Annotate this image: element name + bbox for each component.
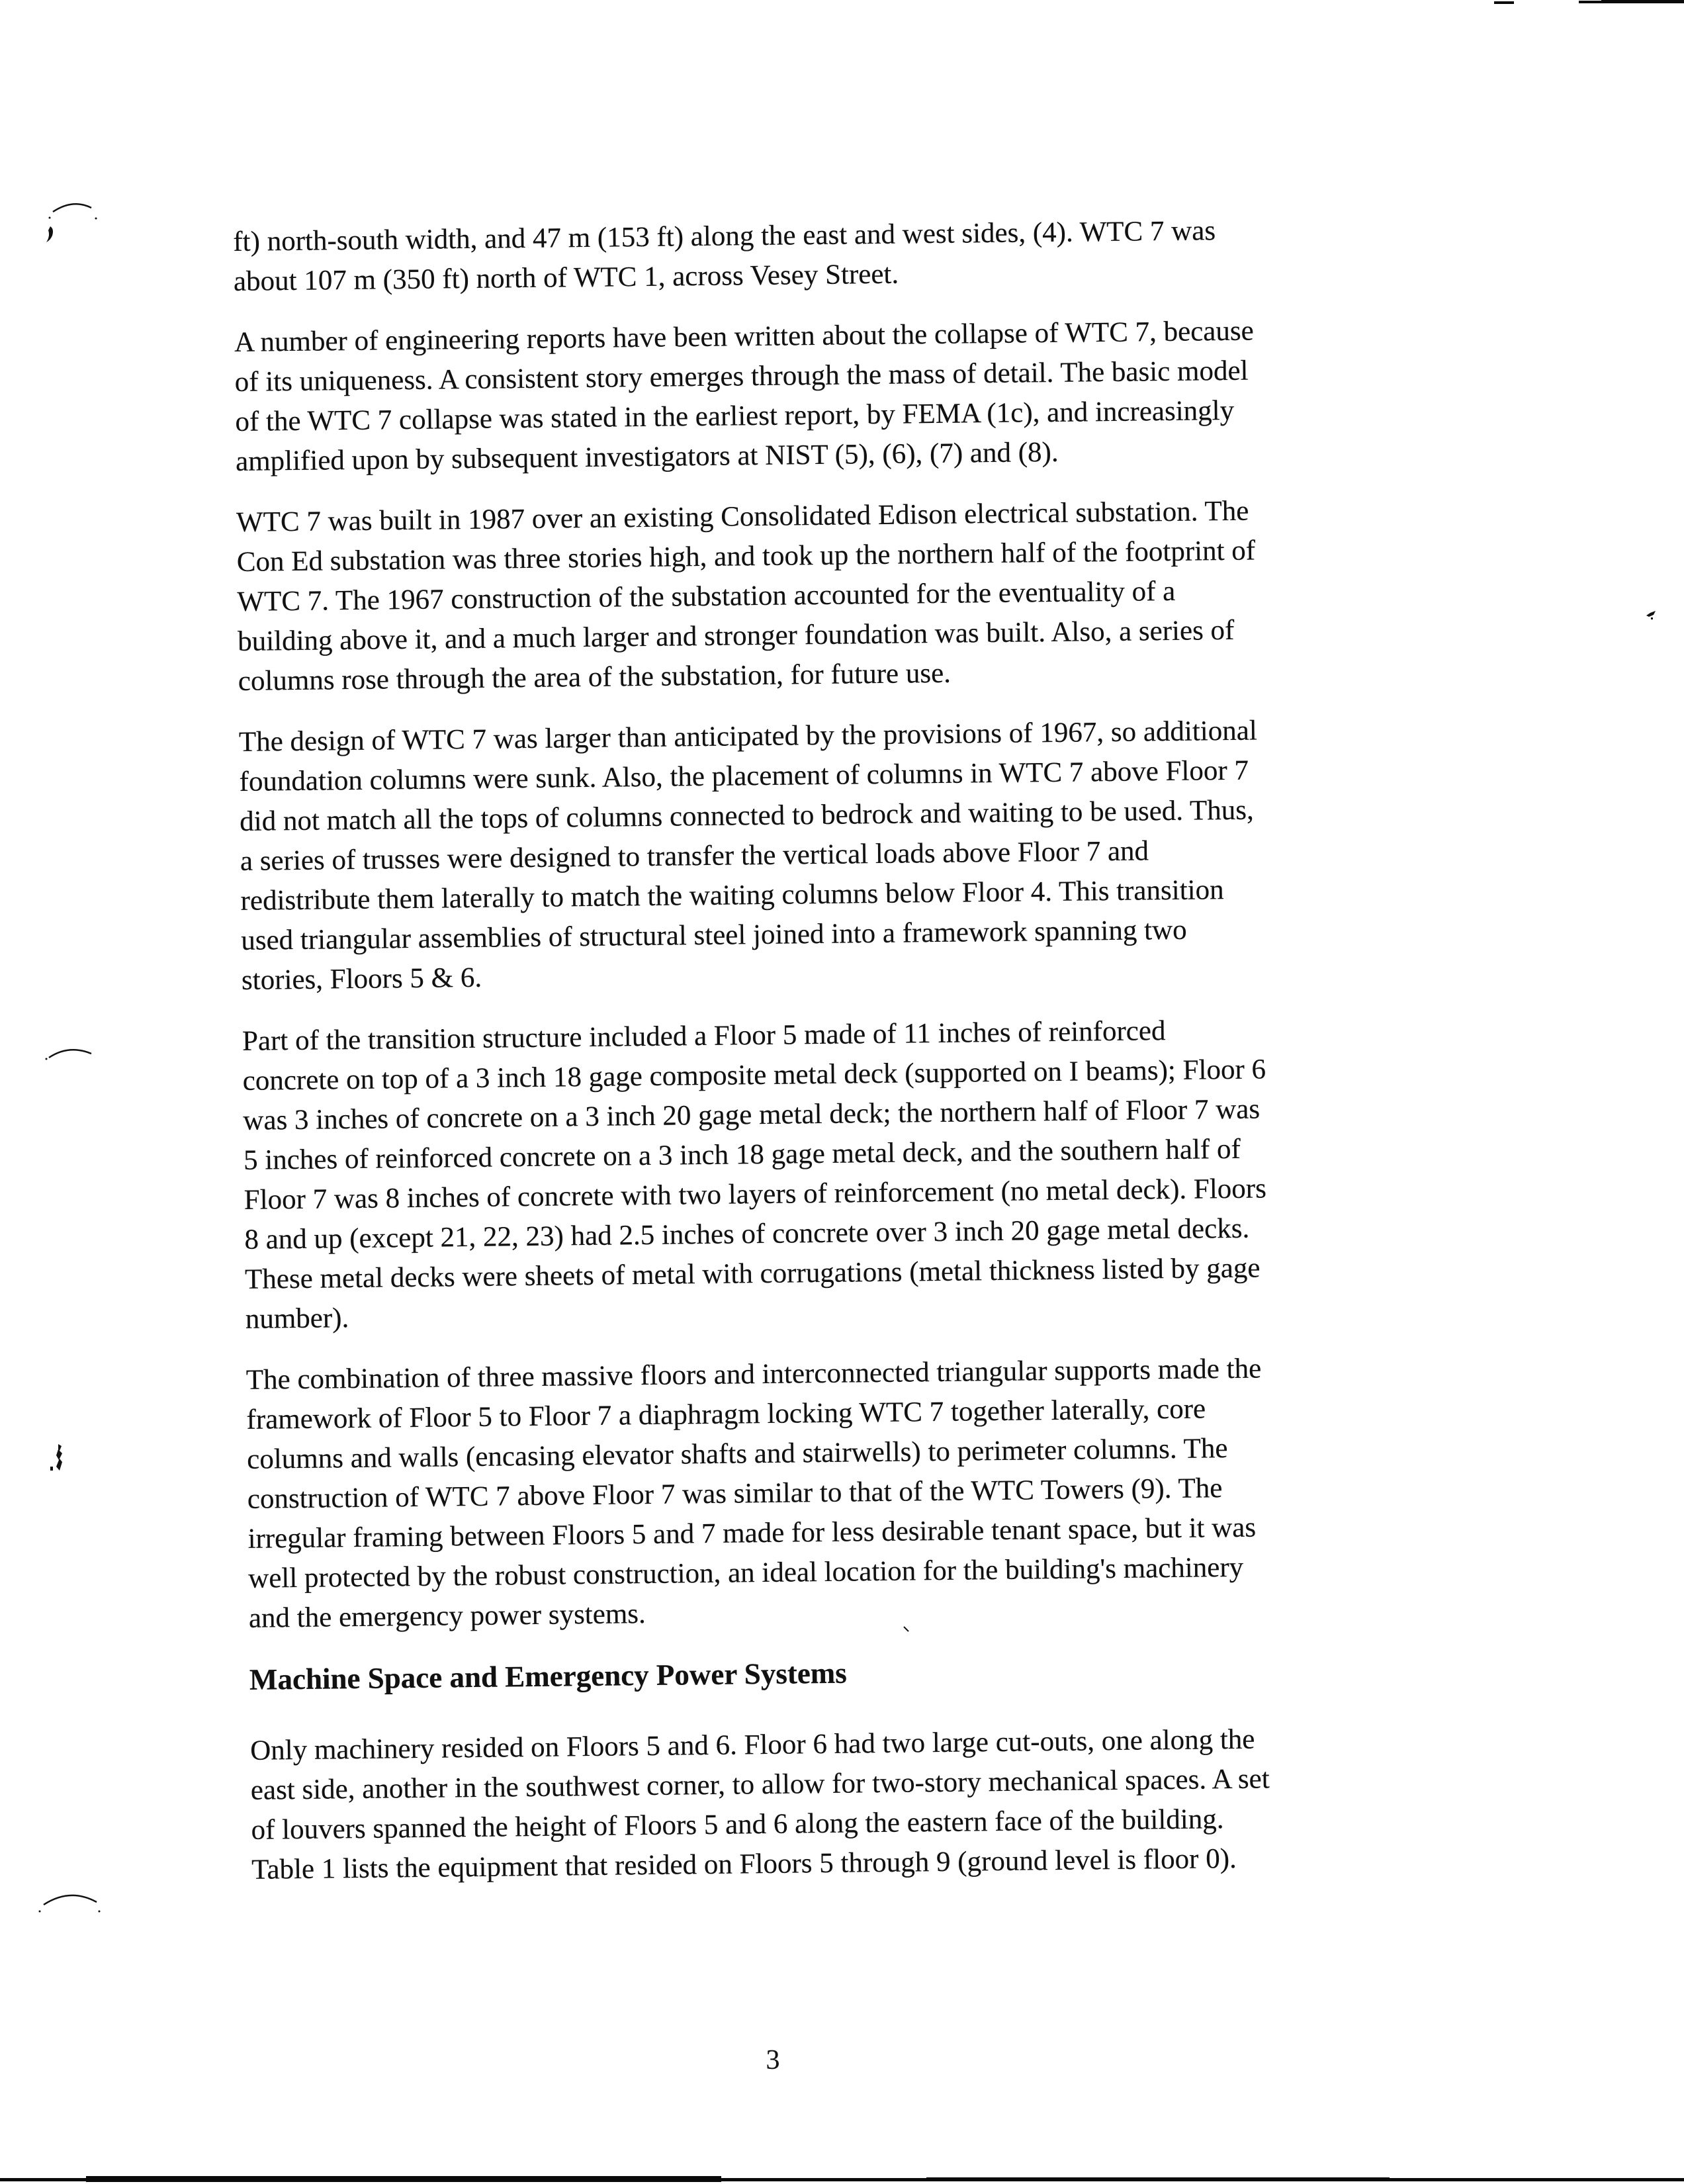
paragraph: The combination of three massive floors and interconnected triangular supports made the framework of Floor 5 to Floor 7 a diaphragm locking WTC 7 together laterally, core columns and walls (encasing elevator shafts and stairwells) to perimeter columns. The construction of WTC 7 above Floor 7 was similar to that of the WTC Towers (9). The irregular framing between Floors 5 and 7 made for less desirable tenant space, but it was well protected by the robust construction, an ideal location for the building's machinery and the emergency power systems. [245,1353,1262,1634]
margin-arc-mark [44,1042,103,1063]
scan-artifact-top-edge-dash [1494,1,1514,4]
paragraph: ft) north-south width, and 47 m (153 ft) along the east and west sides, (4). WTC 7 was about 107 m (350 ft) north of WTC 1, across Vesey Street. [233,215,1216,297]
section-heading: Machine Space and Emergency Power Systems [249,1656,848,1696]
paragraph: Only machinery resided on Floors 5 and 6. Floor 6 had two large cut-outs, one along the east side, another in the southwest corner, to allow for two-story mechanical spaces. A set of louvers spanned the height of Floors 5 and 6 along the eastern face of the building. Table 1 lists the equipment that resided on Floors 5 through 9 (ground level is floor 0). [249,1723,1270,1886]
margin-arc-mark [37,1885,103,1915]
margin-ink-blot [50,1443,73,1473]
scan-artifact-bottom-edge [926,2177,1390,2181]
scan-artifact-top-edge-dash [1579,1,1603,3]
scan-artifact-bottom-edge [86,2176,721,2182]
paragraph: The design of WTC 7 was larger than anticipated by the provisions of 1967, so additional foundation columns were sunk. Also, the placement of columns in WTC 7 above Floor 7 did not match all the tops of columns connected to bedrock and waiting to be used. Thus, a series of trusses were designed to transfer the vertical loads above Floor 7 and redistribute them laterally to match the waiting columns below Floor 4. This transition used triangular assemblies of structural steel joined into a framework spanning two stories, Floors 5 & 6. [238,715,1258,996]
scan-artifact-top-edge-line [1601,0,1684,3]
paragraph: WTC 7 was built in 1987 over an existing Consolidated Edison electrical substation. The Con Ed substation was three stories high, and took up the northern half of the footprint of WTC 7. The 1967 construction of the substation accounted for the eventuality of a building above it, and a much larger and stronger foundation was built. Also, a series of columns rose through the area of the substation, for future use. [236,495,1256,697]
document-body [233,208,1509,1911]
paragraph: Part of the transition structure included a Floor 5 made of 11 inches of reinforced concrete on top of a 3 inch 18 gage composite metal deck (supported on I beams); Floor 6 was 3 inches of concrete on a 3 inch 20 gage metal deck; the northern half of Floor 7 was 5 inches of reinforced concrete on a 3 inch 18 gage metal deck, and the southern half of Floor 7 was 8 inches of concrete with two layers of reinforcement (no metal deck). Floors 8 and up (except 21, 22, 23) had 2.5 inches of concrete over 3 inch 20 gage metal decks. These metal decks were sheets of metal with corrugations (metal thickness listed by gage number). [242,1015,1267,1335]
page-number: 3 [766,2045,780,2075]
ink-speck [1645,609,1658,621]
margin-arc-mark [46,195,106,244]
paragraph: A number of engineering reports have been written about the collapse of WTC 7, because of its uniqueness. A consistent story emerges through the mass of detail. The basic model of the WTC 7 collapse was stated in the earliest report, by FEMA (1c), and increasingly amplified upon by subsequent investigators at NIST (5), (6), (7) and (8). [234,315,1254,477]
